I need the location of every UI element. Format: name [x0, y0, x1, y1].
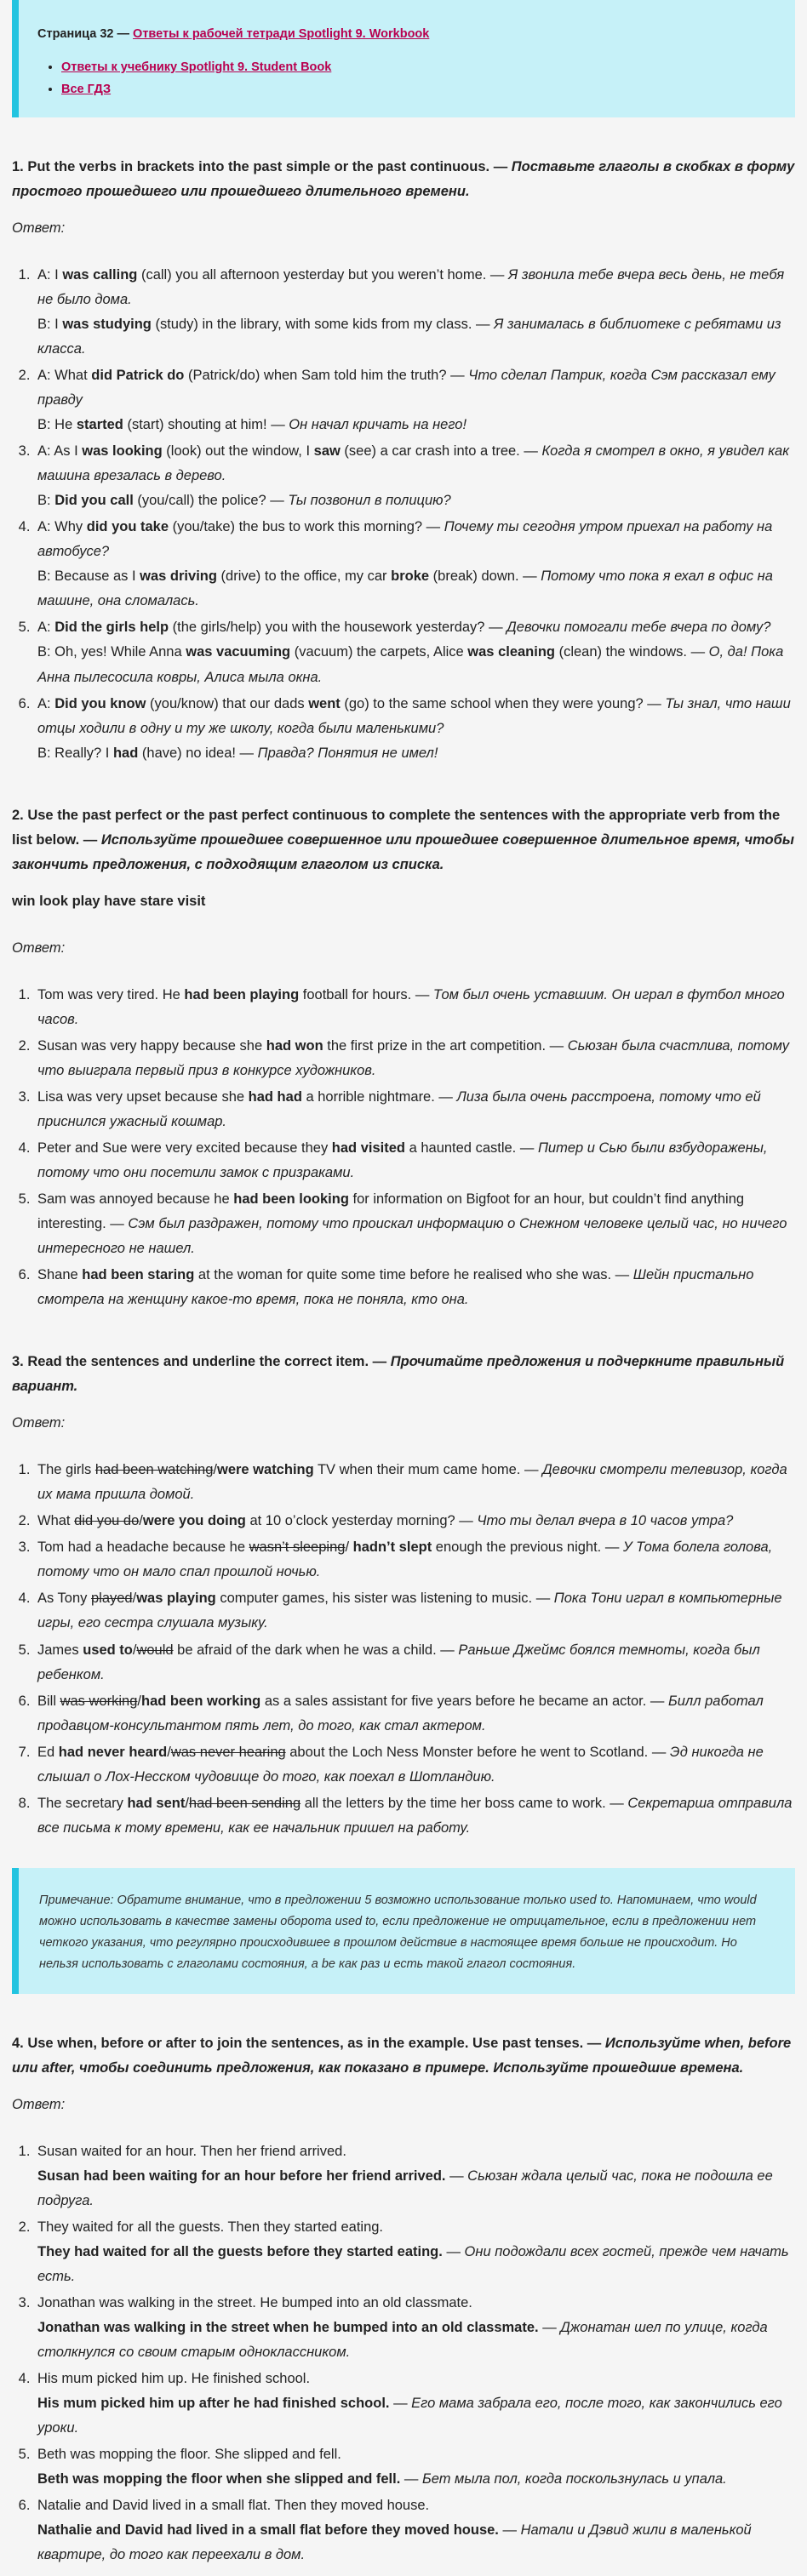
task1-answer-list: [12, 263, 795, 766]
translation-text: Билл работал продавцом-консультантом пять лет, до того, как стал актером.: [37, 1693, 764, 1734]
answer-line: [37, 1689, 795, 1739]
sentence-text: the first prize in the art competition. —: [323, 1037, 568, 1054]
answer-verb: hadn’t slept: [352, 1539, 432, 1556]
list-item: [34, 983, 795, 1032]
answer-line: [37, 1034, 795, 1083]
task4-answer-list: [12, 2139, 795, 2568]
answer-line: [37, 2139, 795, 2164]
translation-text: Я звонила тебе вчера весь день, не тебя не было дома.: [37, 267, 785, 308]
sentence-text: (the girls/help) you with the housework yesterday? —: [169, 620, 507, 636]
translation-text: Что ты делал вчера в 10 часов утра?: [477, 1513, 734, 1529]
task3-heading: [12, 1350, 795, 1399]
sentence-text: B: Really? I: [37, 745, 113, 761]
answer-verb: was looking: [82, 443, 163, 460]
list-item: [34, 1187, 795, 1261]
answer-line: [37, 1085, 795, 1134]
sentence-text: B: He: [37, 417, 77, 433]
translation-text: Питер и Сью были взбудоражены, потому что они посетили замок с призраками.: [37, 1139, 768, 1181]
task3-title-en: 3. Read the sentences and underline the correct item. —: [12, 1354, 391, 1370]
translation-text: Пока Тони играл в компьютерные игры, его сестра слушала музыку.: [37, 1591, 782, 1631]
sentence-text: /: [137, 1693, 141, 1709]
answer-verb: was vacuuming: [186, 644, 291, 660]
sentence-text: Tom had a headache because he: [37, 1539, 249, 1556]
sentence-text: As Tony: [37, 1591, 91, 1607]
translation-text: Девочки помогали тебе вчера по дому?: [507, 620, 771, 636]
translation-text: Сьюзан была счастлива, потому что выиграла первый приз в конкурсе художников.: [37, 1037, 790, 1078]
sentence-text: as a sales assistant for five years before he became an actor. —: [260, 1693, 669, 1709]
task3-answer-list: [12, 1458, 795, 1840]
answer-verb: did Patrick do: [91, 368, 185, 384]
translation-text: У Тома болела голова, потому что он мало спал прошлой ночью.: [37, 1539, 773, 1580]
translation-text: Сэм был раздражен, потому что проискал информацию о Снежном человеке целый час, но ничего интересного не нашел.: [37, 1216, 787, 1257]
sentence-text: Ed: [37, 1744, 59, 1760]
sentence-text: James: [37, 1642, 83, 1658]
translation-text: Его мама забрала его, после того, как закончились его уроки.: [37, 2395, 782, 2436]
list-item: [34, 1509, 795, 1534]
navigation-box: [12, 0, 795, 117]
page-line: [37, 24, 775, 45]
sentence-text: His mum picked him up. He finished school.: [37, 2370, 311, 2386]
answer-line: [37, 2442, 795, 2467]
sentence-text: /: [167, 1744, 171, 1760]
sentence-text: The secretary: [37, 1795, 128, 1811]
answer-verb: Did you know: [54, 695, 146, 711]
answer-line: [37, 1509, 795, 1534]
answer-verb: Did you call: [54, 493, 134, 509]
answer-verb: saw: [313, 443, 341, 460]
sentence-text: (Patrick/do) when Sam told him the truth? —: [184, 368, 469, 384]
list-item: [34, 1638, 795, 1688]
sentence-text: about the Loch Ness Monster before he went to Scotland. —: [285, 1744, 670, 1760]
answer-line: [37, 2164, 795, 2213]
sentence-text: A:: [37, 695, 55, 711]
sentence-text: TV when their mum came home. —: [313, 1462, 543, 1478]
sentence-text: Peter and Sue were very excited because they: [37, 1139, 332, 1156]
list-item: [34, 1740, 795, 1790]
sentence-text: /: [139, 1513, 143, 1529]
sentence-text: —: [442, 2243, 465, 2259]
sentence-text: —: [538, 2319, 561, 2335]
sentence-text: (call) you all afternoon yesterday but you weren’t home. —: [137, 267, 509, 283]
all-gdz-link[interactable]: Все ГДЗ: [61, 83, 112, 97]
sentence-text: B:: [37, 493, 55, 509]
list-item: [34, 1034, 795, 1083]
sentence-text: (break) down. —: [429, 568, 541, 585]
sentence-text: B: Because as I: [37, 568, 140, 585]
answer-line: [37, 1136, 795, 1185]
answer-verb: had had: [248, 1088, 302, 1105]
answer-verb: They had waited for all the guests before they started eating.: [37, 2243, 443, 2259]
struck-option: did you do: [74, 1513, 140, 1529]
sentence-text: B: Oh, yes! While Anna: [37, 644, 186, 660]
translation-text: Потому что пока я ехал в офис на машине, она сломалась.: [37, 568, 773, 609]
answer-line: [37, 2518, 795, 2567]
list-item: [61, 57, 775, 78]
list-item: [34, 615, 795, 689]
sentence-text: (have) no idea! —: [138, 745, 258, 761]
task4-title-en: 4. Use when, before or after to join the sentences, as in the example. Use past tenses. —: [12, 2035, 605, 2051]
answer-verb: had won: [266, 1037, 323, 1054]
sentence-text: /: [185, 1795, 189, 1811]
sentence-text: a horrible nightmare. —: [301, 1088, 457, 1105]
list-item: [34, 2291, 795, 2365]
sentence-text: computer games, his sister was listening to music. —: [215, 1591, 554, 1607]
sentence-text: (you/call) the police? —: [133, 493, 289, 509]
task1-heading: [12, 155, 795, 204]
workbook-answers-link[interactable]: Ответы к рабочей тетради Spotlight 9. Workbook: [133, 27, 430, 41]
answer-line: [37, 2467, 795, 2492]
struck-option: had been sending: [188, 1795, 301, 1811]
task2-title-en: 2. Use the past perfect or the past perfect continuous to complete the sentences with the appropriate verb from the list below. —: [12, 807, 781, 848]
answer-line: [37, 413, 795, 437]
note-box: Примечание: Обратите внимание, что в предложении 5 возможно использование только used to. Напоминаем, что would можно использовать в качестве замены оборота used to, если предложение не отрицательное, если в предложении нет четкого указания, что регулярно происходившее в прошлом действие в настоящее время больше не происходит. Но нельзя использовать с глаголами состояния, а be как раз и есть такой глагол состояния.: [12, 1868, 795, 1994]
sentence-text: Tom was very tired. He: [37, 986, 185, 1002]
sentence-text: (drive) to the office, my car: [216, 568, 392, 585]
sentence-text: (look) out the window, I: [162, 443, 314, 460]
answer-line: [37, 488, 795, 513]
list-item: [34, 439, 795, 513]
task4-heading: [12, 2031, 795, 2081]
sentence-text: (start) shouting at him! —: [123, 417, 289, 433]
answer-verb: broke: [391, 568, 430, 585]
answer-line: [37, 515, 795, 564]
answer-verb: was cleaning: [467, 644, 556, 660]
sentence-text: A: As I: [37, 443, 83, 460]
list-item: [34, 1535, 795, 1585]
answer-verb: Jonathan was walking in the street when he bumped into an old classmate.: [37, 2319, 539, 2335]
translation-text: Эд никогда не слышал о Лох-Несском чудовище до того, как поехал в Шотландию.: [37, 1744, 764, 1785]
sentence-text: A: What: [37, 368, 92, 384]
answer-line: [37, 2367, 795, 2391]
answer-line: [37, 1638, 795, 1688]
sentence-text: —: [445, 2168, 468, 2184]
translation-text: Ты знал, что наши отцы ходили в одну и ту же школу, когда были маленькими?: [37, 695, 791, 736]
translation-text: Натали и Дэвид жили в маленькой квартире, до того как переехали в дом.: [37, 2522, 752, 2563]
answer-verb: went: [308, 695, 341, 711]
list-item: [34, 1791, 795, 1841]
answer-verb: had been staring: [82, 1267, 195, 1283]
answer-line: [37, 1791, 795, 1841]
answer-verb: started: [76, 417, 123, 433]
translation-text: Раньше Джеймс боялся темноты, когда был ребенком.: [37, 1642, 760, 1682]
student-book-answers-link[interactable]: Ответы к учебнику Spotlight 9. Student Book: [61, 60, 332, 74]
sentence-text: be afraid of the dark when he was a child. —: [173, 1642, 459, 1658]
list-item: [34, 515, 795, 614]
sentence-text: at the woman for quite some time before he realised who she was. —: [194, 1267, 633, 1283]
answer-line: [37, 983, 795, 1032]
list-item: [34, 2139, 795, 2213]
list-item: [34, 1586, 795, 1636]
list-item: [34, 1085, 795, 1134]
answer-line: [37, 692, 795, 741]
sentence-text: /: [132, 1591, 137, 1607]
answer-line: [37, 363, 795, 413]
list-item: [61, 79, 775, 100]
answer-verb: had been playing: [184, 986, 300, 1002]
task2-title-ru: Используйте прошедшее совершенное или прошедшее совершенное длительное время, чтобы закончить предложения, с подходящим глаголом из списка.: [12, 831, 794, 872]
answer-verb: had: [112, 745, 139, 761]
answer-verb: had sent: [127, 1795, 186, 1811]
list-item: [34, 1689, 795, 1739]
answer-line: [37, 1187, 795, 1261]
task3-title-ru: Прочитайте предложения и подчеркните правильный вариант.: [12, 1354, 785, 1395]
sentence-text: /: [345, 1539, 353, 1556]
sentence-text: What: [37, 1513, 75, 1529]
struck-option: played: [90, 1591, 133, 1607]
translation-text: Что сделал Патрик, когда Сэм рассказал ему правду: [37, 368, 776, 408]
answer-verb: was calling: [62, 267, 138, 283]
task1-title-ru: Поставьте глаголы в скобках в форму простого прошедшего или прошедшего длительного времени.: [12, 158, 795, 199]
sentence-text: —: [389, 2395, 412, 2411]
sentence-text: (go) to the same school when they were young? —: [340, 695, 666, 711]
sentence-text: —: [498, 2522, 521, 2539]
struck-option: had been watching: [94, 1462, 214, 1478]
answer-line: [37, 640, 795, 689]
sentence-text: They waited for all the guests. Then they started eating.: [37, 2219, 384, 2235]
translation-text: О, да! Пока Анна пылесосила ковры, Алиса мыла окна.: [37, 644, 784, 685]
answer-line: [37, 263, 795, 312]
answer-label: Ответ:: [12, 220, 66, 236]
sentence-text: (clean) the windows. —: [555, 644, 709, 660]
answer-verb: had never heard: [58, 1744, 168, 1760]
sentence-text: enough the previous night. —: [432, 1539, 623, 1556]
sentence-text: at 10 o’clock yesterday morning? —: [245, 1513, 478, 1529]
task2-answer-list: [12, 983, 795, 1312]
answer-line: [37, 1535, 795, 1585]
struck-option: wasn’t sleeping: [249, 1539, 346, 1556]
answer-verb: Nathalie and David had lived in a small flat before they moved house.: [37, 2522, 499, 2539]
translation-text: Я занималась в библиотеке с ребятами из класса.: [37, 317, 781, 357]
sentence-text: Beth was mopping the floor. She slipped and fell.: [37, 2446, 341, 2462]
sentence-text: for information on Bigfoot for an hour, but couldn’t find anything interesting. —: [37, 1191, 745, 1232]
sentence-text: The girls: [37, 1462, 95, 1478]
answer-verb: Susan had been waiting for an hour before her friend arrived.: [37, 2168, 446, 2184]
page-label: Страница 32 —: [37, 27, 130, 41]
sentence-text: B: I: [37, 317, 63, 333]
list-item: [34, 2493, 795, 2567]
translation-text: Сьюзан ждала целый час, пока не подошла ее подруга.: [37, 2168, 773, 2208]
nav-links-list: [37, 57, 775, 100]
sentence-text: —: [400, 2471, 422, 2487]
answer-line: [37, 564, 795, 614]
list-item: [34, 692, 795, 766]
answer-line: [37, 2215, 795, 2240]
answer-line: [37, 2316, 795, 2365]
sentence-text: A:: [37, 620, 55, 636]
answer-verb: were watching: [216, 1462, 314, 1478]
sentence-text: Jonathan was walking in the street. He bumped into an old classmate.: [37, 2294, 472, 2310]
sentence-text: a haunted castle. —: [405, 1139, 538, 1156]
answer-line: [37, 2240, 795, 2289]
sentence-text: Sam was annoyed because he: [37, 1191, 234, 1208]
answer-verb: was studying: [62, 317, 152, 333]
list-item: [34, 2367, 795, 2441]
answer-verb: had been working: [140, 1693, 261, 1709]
list-item: [34, 1136, 795, 1185]
sentence-text: A: Why: [37, 519, 87, 535]
answer-verb: used to: [83, 1642, 133, 1658]
translation-text: Правда? Понятия не имел!: [257, 745, 438, 761]
translation-text: Секретарша отправила все письма к тому времени, как ее начальник пришел на работу.: [37, 1795, 793, 1836]
sentence-text: (you/know) that our dads: [146, 695, 309, 711]
task1-title-en: 1. Put the verbs in brackets into the past simple or the past continuous. —: [12, 158, 512, 174]
answer-verb: Did the girls help: [54, 620, 169, 636]
sentence-text: (study) in the library, with some kids from my class. —: [151, 317, 495, 333]
answer-line: [37, 1263, 795, 1312]
list-item: [34, 363, 795, 437]
translation-text: Джонатан шел по улице, когда столкнулся со своим старым одноклассником.: [37, 2319, 768, 2360]
answer-label: Ответ:: [12, 1415, 66, 1431]
sentence-text: Shane: [37, 1267, 83, 1283]
answer-line: [37, 1458, 795, 1507]
answer-verb: had been looking: [233, 1191, 349, 1208]
list-item: [34, 1263, 795, 1312]
sentence-text: (you/take) the bus to work this morning? —: [169, 519, 444, 535]
struck-option: would: [136, 1642, 174, 1658]
word-list: win look play have stare visit: [12, 893, 206, 909]
answer-line: [37, 1740, 795, 1790]
answer-line: [37, 2391, 795, 2441]
answer-verb: Beth was mopping the floor when she slipped and fell.: [37, 2471, 401, 2487]
sentence-text: A: I: [37, 267, 63, 283]
translation-text: Они подождали всех гостей, прежде чем начать есть.: [37, 2243, 789, 2284]
answer-line: [37, 615, 795, 640]
answer-verb: did you take: [86, 519, 169, 535]
answer-verb: were you doing: [142, 1513, 246, 1529]
answer-label: Ответ:: [12, 940, 66, 956]
answer-verb: had visited: [331, 1139, 405, 1156]
answer-verb: His mum picked him up after he had finished school.: [37, 2395, 390, 2411]
struck-option: was working: [60, 1693, 138, 1709]
sentence-text: Susan waited for an hour. Then her friend arrived.: [37, 2143, 346, 2159]
sentence-text: (vacuum) the carpets, Alice: [290, 644, 468, 660]
list-item: [34, 263, 795, 362]
answer-line: [37, 1586, 795, 1636]
struck-option: was never hearing: [170, 1744, 286, 1760]
translation-text: Почему ты сегодня утром приехал на работу на автобусе?: [37, 519, 773, 560]
answer-line: [37, 2291, 795, 2316]
answer-line: [37, 312, 795, 362]
sentence-text: (see) a car crash into a tree. —: [340, 443, 542, 460]
list-item: [34, 1458, 795, 1507]
task2-heading: [12, 803, 795, 877]
list-item: [34, 2442, 795, 2492]
sentence-text: Susan was very happy because she: [37, 1037, 266, 1054]
sentence-text: Lisa was very upset because she: [37, 1088, 249, 1105]
sentence-text: Bill: [37, 1693, 60, 1709]
translation-text: Лиза была очень расстроена, потому что ей приснился ужасный кошмар.: [37, 1088, 761, 1129]
translation-text: Он начал кричать на него!: [289, 417, 467, 433]
answer-verb: was driving: [140, 568, 217, 585]
answer-label: Ответ:: [12, 2096, 66, 2112]
translation-text: Шейн пристально смотрела на женщину какое-то время, пока не поняла, кто она.: [37, 1267, 754, 1308]
translation-text: Когда я смотрел в окно, я увидел как машина врезалась в дерево.: [37, 443, 789, 484]
answer-verb: was playing: [136, 1591, 216, 1607]
sentence-text: /: [213, 1462, 217, 1478]
answer-line: [37, 439, 795, 488]
translation-text: Девочки смотрели телевизор, когда их мама пришла домой.: [37, 1462, 787, 1503]
translation-text: Бет мыла пол, когда поскользнулась и упала.: [421, 2471, 727, 2487]
translation-text: Ты позвонил в полицию?: [288, 493, 451, 509]
answer-line: [37, 741, 795, 766]
sentence-text: Natalie and David lived in a small flat. Then they moved house.: [37, 2498, 430, 2514]
sentence-text: all the letters by the time her boss came to work. —: [300, 1795, 628, 1811]
task4-title-ru: Используйте when, before или after, чтобы соединить предложения, как показано в примере. Используйте прошедшие времена.: [12, 2035, 792, 2076]
sentence-text: /: [132, 1642, 137, 1658]
translation-text: Том был очень уставшим. Он играл в футбол много часов.: [37, 986, 785, 1027]
list-item: [34, 2215, 795, 2289]
answer-line: [37, 2493, 795, 2518]
sentence-text: football for hours. —: [299, 986, 433, 1002]
